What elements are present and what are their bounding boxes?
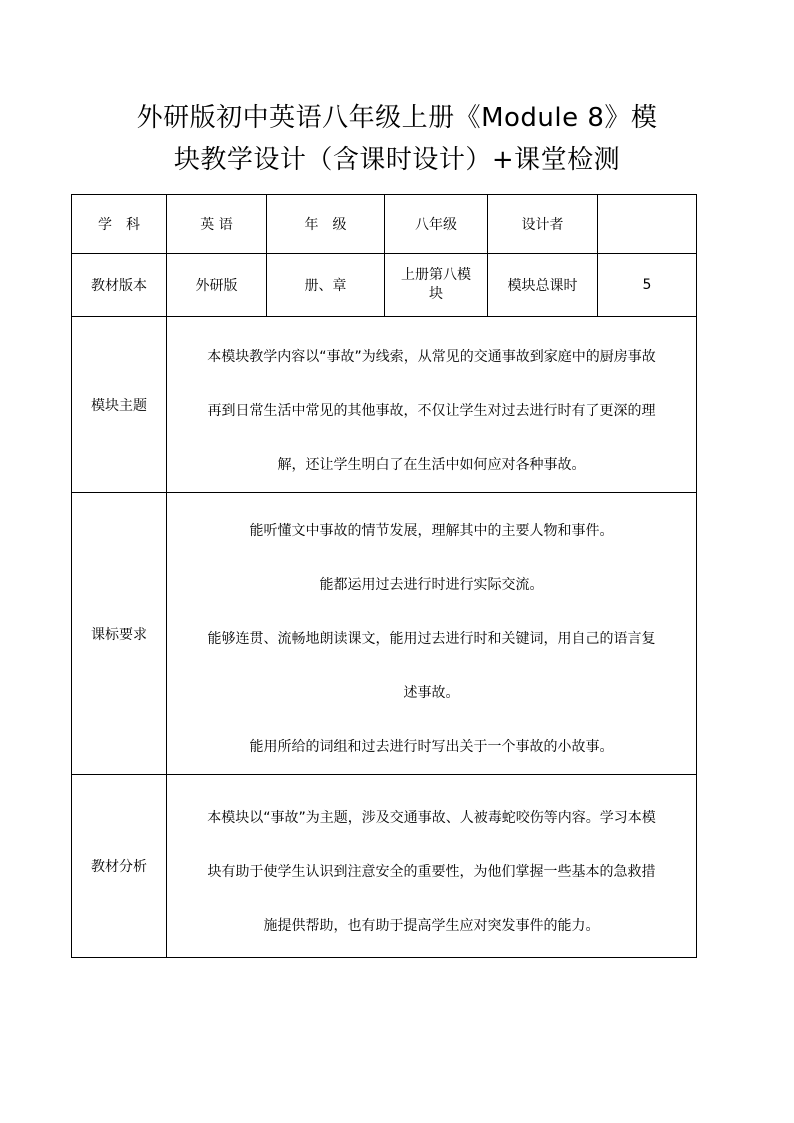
edition-row xyxy=(72,254,697,317)
volume-value xyxy=(385,254,488,317)
title-line-1: 外研版初中英语八年级上册《Module 8》模 xyxy=(136,103,658,133)
theme-line-2: 再到日常生活中常见的其他事故，不仅让学生对过去进行时有了更深的理 xyxy=(207,403,656,419)
standards-line-1: 能听懂文中事故的情节发展，理解其中的主要人物和事件。 xyxy=(249,523,614,539)
theme-content xyxy=(167,317,697,493)
standards-line-2: 能都运用过去进行时进行实际交流。 xyxy=(319,577,544,593)
volume-label: 册、章 xyxy=(267,254,385,317)
standards-content xyxy=(167,493,697,775)
standards-line-4: 述事故。 xyxy=(403,685,460,701)
volume-value-line-1: 上册第八模 xyxy=(401,267,471,283)
theme-line-3: 解，还让学生明白了在生活中如何应对各种事故。 xyxy=(277,457,586,473)
grade-label: 年 级 xyxy=(267,195,385,254)
standards-line-5: 能用所给的词组和过去进行时写出关于一个事故的小故事。 xyxy=(249,739,614,755)
edition-label: 教材版本 xyxy=(72,254,167,317)
hours-value: 5 xyxy=(598,254,697,317)
lesson-plan-table xyxy=(71,194,697,958)
analysis-line-3: 施提供帮助，也有助于提高学生应对突发事件的能力。 xyxy=(263,918,600,934)
subject-label: 学 科 xyxy=(72,195,167,254)
header-row xyxy=(72,195,697,254)
document-title xyxy=(0,97,794,181)
designer-value xyxy=(598,195,697,254)
title-line-2: 块教学设计（含课时设计）+课堂检测 xyxy=(173,145,621,175)
standards-row xyxy=(72,493,697,775)
theme-label: 模块主题 xyxy=(72,317,167,493)
analysis-line-2: 块有助于使学生认识到注意安全的重要性，为他们掌握一些基本的急救措 xyxy=(207,864,656,880)
edition-value: 外研版 xyxy=(167,254,267,317)
grade-value: 八年级 xyxy=(385,195,488,254)
analysis-line-1: 本模块以“事故”为主题，涉及交通事故、人被毒蛇咬伤等内容。学习本模 xyxy=(207,810,656,826)
standards-label: 课标要求 xyxy=(72,493,167,775)
hours-label: 模块总课时 xyxy=(488,254,598,317)
analysis-row xyxy=(72,775,697,958)
designer-label: 设计者 xyxy=(488,195,598,254)
theme-row xyxy=(72,317,697,493)
analysis-content xyxy=(167,775,697,958)
theme-line-1: 本模块教学内容以“事故”为线索，从常见的交通事故到家庭中的厨房事故 xyxy=(207,349,656,365)
standards-line-3: 能够连贯、流畅地朗读课文，能用过去进行时和关键词，用自己的语言复 xyxy=(207,631,656,647)
volume-value-line-2: 块 xyxy=(429,286,443,302)
subject-value: 英 语 xyxy=(167,195,267,254)
analysis-label: 教材分析 xyxy=(72,775,167,958)
